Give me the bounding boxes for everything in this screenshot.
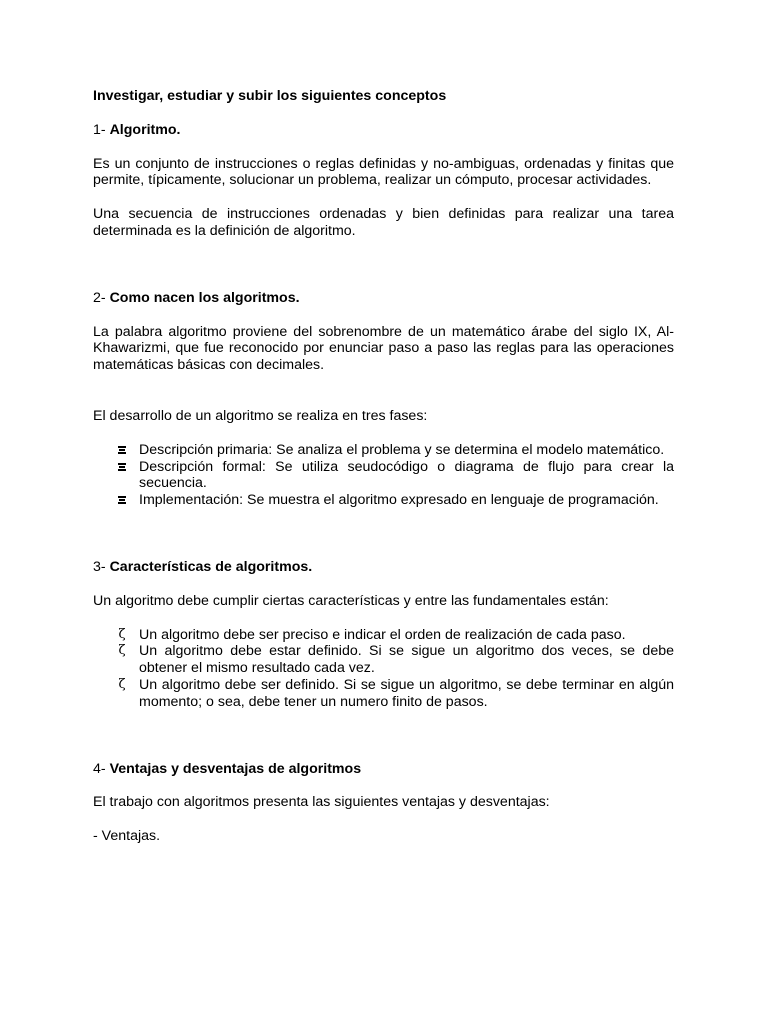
list-item-text: Implementación: Se muestra el algoritmo expresado en lenguaje de programación.: [139, 492, 659, 509]
document-title: Investigar, estudiar y subir los siguientes conceptos: [93, 88, 447, 104]
zeta-bullet-icon: ζ: [118, 643, 126, 659]
list-item: [118, 676, 674, 711]
list-item-text: Descripción primaria: Se analiza el problema y se determina el modelo matemático.: [139, 441, 665, 458]
list-item: [139, 492, 674, 509]
zeta-bullet-icon: ζ: [118, 626, 126, 642]
section-4-paragraph-1: El trabajo con algoritmos presenta las siguientes ventajas y desventajas:: [93, 794, 550, 811]
list-bullet-icon: [116, 442, 128, 460]
list-bullet-icon: [116, 459, 128, 477]
section-2-heading: [93, 290, 674, 307]
section-1-number: 1-: [93, 121, 110, 138]
section-4-number: 4-: [93, 760, 110, 777]
section-4-title: Ventajas y desventajas de algoritmos: [109, 760, 362, 777]
list-item: [118, 626, 674, 644]
list-item: [139, 459, 674, 493]
list-item-text: Un algoritmo debe estar definido. Si se sigue un algoritmo dos veces, se debe obtener el mismo resultado cada vez.: [139, 643, 674, 677]
section-4-heading: [93, 761, 674, 778]
characteristics-list: [93, 627, 674, 711]
section-1-title: Algoritmo.: [109, 121, 181, 138]
section-2-number: 2-: [93, 289, 110, 306]
section-1-paragraph-1: Es un conjunto de instrucciones o reglas definidas y no-ambiguas, ordenadas y finitas que permite, típicamente, solucionar un problema, realizar un cómputo, procesar actividades.: [93, 155, 674, 189]
section-3-paragraph-1: Un algoritmo debe cumplir ciertas características y entre las fundamentales están:: [93, 592, 609, 609]
section-3-title: Características de algoritmos.: [109, 558, 313, 575]
section-1-paragraph-2: Una secuencia de instrucciones ordenadas y bien definidas para realizar una tarea determinada es la definición de algoritmo.: [93, 206, 674, 239]
section-2-paragraph-1: La palabra algoritmo proviene del sobrenombre de un matemático árabe del siglo IX, Al-Khawarizmi, que fue reconocido por enunciar paso a paso las reglas para las operaciones matemáticas básicas con decimales.: [93, 323, 674, 374]
section-3-heading: [93, 559, 674, 576]
section-1-heading: [93, 122, 674, 139]
list-item: [118, 643, 674, 677]
document-page: [93, 88, 674, 845]
list-bullet-icon: [116, 492, 128, 510]
phases-list: [93, 442, 674, 509]
zeta-bullet-icon: ζ: [118, 676, 126, 692]
list-item: [139, 442, 674, 459]
section-2-title: Como nacen los algoritmos.: [109, 289, 300, 306]
section-3-number: 3-: [93, 558, 110, 575]
list-item-text: Un algoritmo debe ser preciso e indicar el orden de realización de cada paso.: [139, 626, 626, 643]
section-2-paragraph-2: El desarrollo de un algoritmo se realiza en tres fases:: [93, 407, 428, 424]
list-item-text: Descripción formal: Se utiliza seudocódigo o diagrama de flujo para crear la secuencia.: [139, 458, 674, 492]
list-item-text: Un algoritmo debe ser definido. Si se sigue un algoritmo, se debe terminar en algún momento; o sea, debe tener un numero finito de pasos.: [139, 676, 674, 710]
section-4-paragraph-2: - Ventajas.: [93, 828, 161, 845]
